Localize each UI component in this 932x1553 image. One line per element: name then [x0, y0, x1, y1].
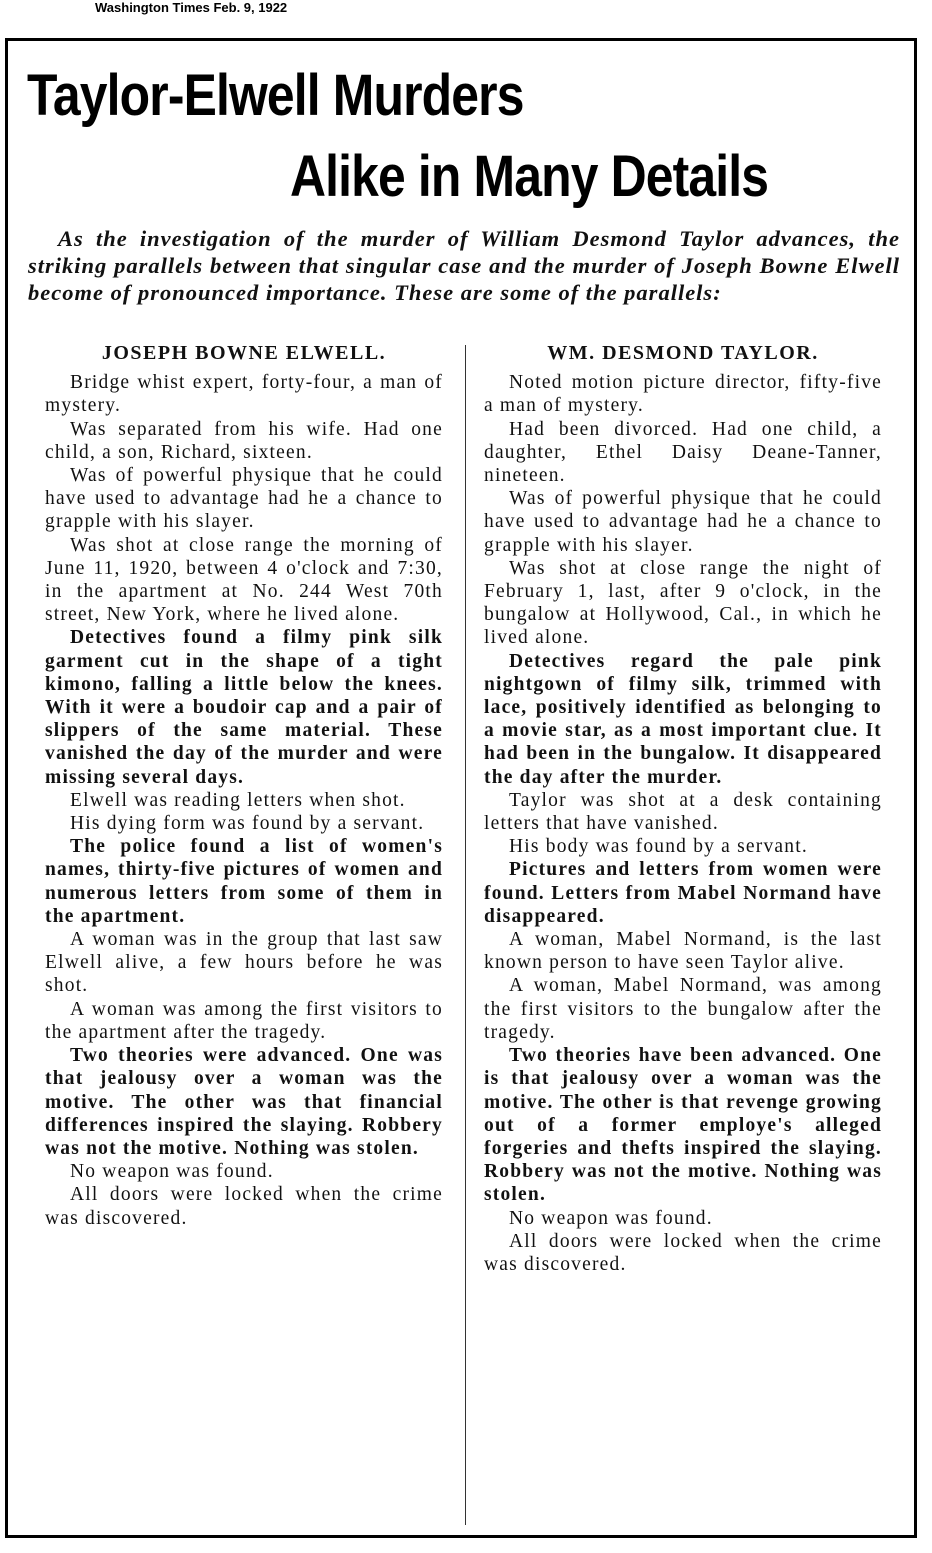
taylor-paragraph: Two theories have been advanced. One is that jealousy over a woman was the motive. The other is that revenge growing out of a former employe's alleged forgeries and thefts inspired the slaying. Robbery was not the motive. Nothing was stolen. [484, 1045, 882, 1206]
elwell-paragraph: Detectives found a filmy pink silk garment cut in the shape of a tight kimono, falling a little below the knees. With it were a boudoir cap and a pair of slippers of the same material. These vanished the day of the murder and were missing several days. [45, 627, 443, 788]
elwell-paragraph: Elwell was reading letters when shot. [70, 789, 406, 811]
taylor-heading: WM. DESMOND TAYLOR. [547, 342, 819, 364]
elwell-paragraph: A woman was in the group that last saw Elwell alive, a few hours before he was shot. [45, 929, 443, 997]
taylor-paragraph: Detectives regard the pale pink nightgown of filmy silk, trimmed with lace, positively identified as belonging to a movie star, as a most important clue. It had been in the bungalow. It disappeared the day after the murder. [484, 650, 882, 788]
elwell-paragraph: No weapon was found. [70, 1161, 274, 1183]
elwell-paragraph: A woman was among the first visitors to the apartment after the tragedy. [45, 998, 443, 1043]
taylor-paragraph: A woman, Mabel Normand, was among the first visitors to the bungalow after the tragedy. [484, 975, 882, 1043]
taylor-paragraph: Noted motion picture director, fifty-five a man of mystery. [484, 372, 882, 417]
elwell-paragraph: Was shot at close range the morning of June 11, 1920, between 4 o'clock and 7:30, in the apartment at No. 244 West 70th street, New York, where he lived alone. [45, 534, 443, 626]
elwell-heading: JOSEPH BOWNE ELWELL. [101, 342, 387, 364]
taylor-paragraph: A woman, Mabel Normand, is the last known person to have seen Taylor alive. [484, 929, 882, 974]
taylor-paragraph: Was of powerful physique that he could have used to advantage had he a chance to grapple with his slayer. [484, 488, 882, 556]
taylor-paragraph: Was shot at close range the night of February 1, last, after 9 o'clock, in the bungalow at Hollywood, Cal., in which he lived alone. [484, 557, 882, 649]
elwell-paragraph: Was of powerful physique that he could have used to advantage had he a chance to grapple with his slayer. [45, 465, 443, 533]
intro-paragraph: As the investigation of the murder of William Desmond Taylor advances, the striking parallels between that singular case and the murder of Joseph Bowne Elwell become of pronounced importance. These are some of the parallels: [28, 226, 900, 305]
column-divider [465, 345, 466, 1525]
taylor-paragraph: His body was found by a servant. [509, 836, 808, 858]
source-label: Washington Times Feb. 9, 1922 [95, 0, 288, 15]
elwell-paragraph: Two theories were advanced. One was that jealousy over a woman was the motive. The other was that financial differences inspired the slaying. Robbery was not the motive. Nothing was stolen. [45, 1045, 443, 1159]
taylor-column [484, 342, 882, 1276]
elwell-paragraph: Was separated from his wife. Had one child, a son, Richard, sixteen. [45, 418, 443, 463]
headline-line-2: Alike in Many Details [290, 144, 769, 209]
taylor-paragraph: Pictures and letters from women were found. Letters from Mabel Normand have disappeared. [484, 859, 882, 927]
taylor-paragraph: No weapon was found. [509, 1207, 713, 1229]
elwell-paragraph: Bridge whist expert, forty-four, a man of mystery. [45, 372, 443, 417]
elwell-paragraph: All doors were locked when the crime was discovered. [45, 1184, 443, 1229]
taylor-paragraph: Had been divorced. Had one child, a daughter, Ethel Daisy Deane-Tanner, nineteen. [484, 418, 882, 487]
elwell-paragraph: His dying form was found by a servant. [70, 813, 425, 835]
elwell-paragraph: The police found a list of women's names, thirty-five pictures of women and numerous letters from some of them in the apartment. [45, 836, 443, 927]
taylor-paragraph: Taylor was shot at a desk containing letters that have vanished. [484, 789, 882, 835]
taylor-paragraph: All doors were locked when the crime was discovered. [484, 1230, 882, 1275]
elwell-column [45, 342, 443, 1230]
headline-line-1: Taylor-Elwell Murders [27, 63, 524, 128]
